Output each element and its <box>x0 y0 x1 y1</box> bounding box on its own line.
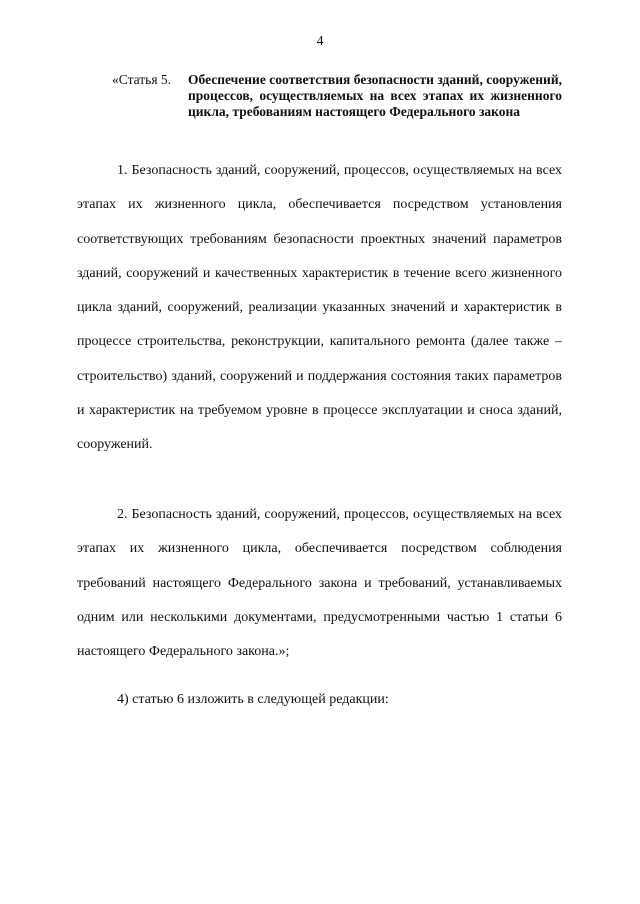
article-title: Обеспечение соответствия безопасности зданий, сооружений, процессов, осуществляемых на всех этапах их жизненного цикла, требованиям настоящего Федерального закона <box>188 72 562 119</box>
paragraph-1: 1. Безопасность зданий, сооружений, процессов, осуществляемых на всех этапах их жизненного цикла, обеспечивается посредством установления соответствующих требованиям безопасности проектных значений параметров зданий, сооружений и качественных характеристик в течение всего жизненного цикла зданий, сооружений, реализации указанных значений и характеристик в процессе строительства, реконструкции, капитального ремонта (далее также – строительство) зданий, сооружений и поддержания состояния таких параметров и характеристик на требуемом уровне в процессе эксплуатации и сноса зданий, сооружений. <box>77 163 562 453</box>
page-number: 4 <box>316 34 324 49</box>
article-heading <box>112 72 562 120</box>
paragraph-2: 2. Безопасность зданий, сооружений, процессов, осуществляемых на всех этапах их жизненного цикла, обеспечивается посредством соблюдения требований настоящего Федерального закона и требований, устанавливаемых одним или несколькими документами, предусмотренными частью 1 статьи 6 настоящего Федерального закона.»; <box>77 507 562 660</box>
article-prefix: «Статья 5. <box>112 72 172 87</box>
paragraph-3: 4) статью 6 изложить в следующей редакции: <box>117 692 389 707</box>
